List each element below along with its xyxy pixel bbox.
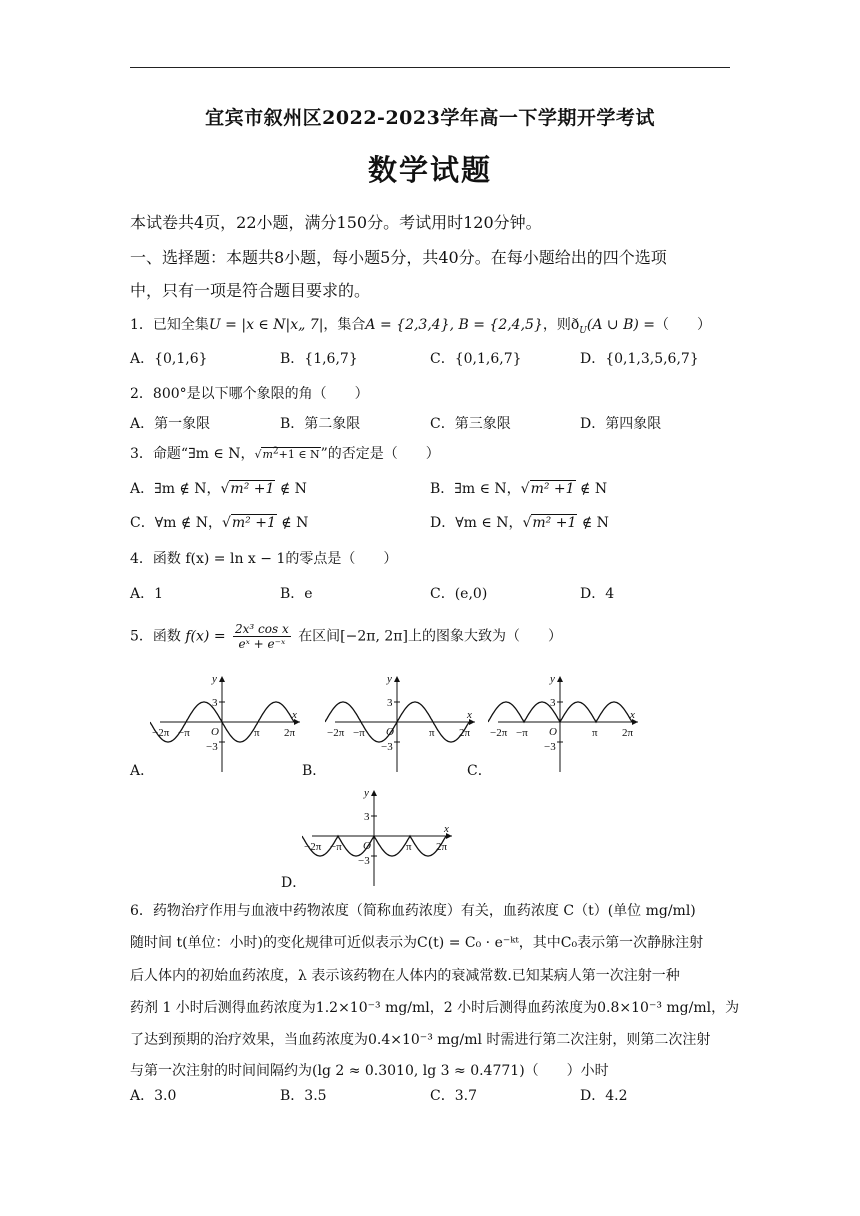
q6-option-d: D．4.2 <box>580 1088 628 1104</box>
label-neg2pi: −2π <box>490 727 508 739</box>
q1-stem: 1．已知全集U = |x ∈ N|x„ 7|，集合A = {2,3,4}, B = {2,4,5}，则$ð_U(A$ ∪ B) =（ ） <box>130 317 712 336</box>
q5-option-b: B． <box>302 763 327 779</box>
label-neg2pi: −2π <box>327 727 345 739</box>
q1-option-b: B．{1,6,7} <box>280 351 358 367</box>
q4-option-a: A．1 <box>130 586 164 602</box>
label-3: 3 <box>364 811 370 823</box>
x-label: x <box>630 709 635 721</box>
q5-graph-b <box>325 672 485 777</box>
y-label: y <box>212 673 217 685</box>
label-neg2pi: −2π <box>304 841 322 853</box>
y-label: y <box>364 787 369 799</box>
label-pi: π <box>429 727 435 739</box>
label-3: 3 <box>387 697 393 709</box>
q2-stem: 2．800°是以下哪个象限的角（ ） <box>130 386 369 402</box>
q4-stem: 4．函数 f(x) = ln x − 1的零点是（ ） <box>130 551 398 567</box>
q5-option-c: C． <box>467 763 492 779</box>
y-axis-arrow <box>557 676 563 682</box>
label-pi: π <box>592 727 598 739</box>
label-pi: π <box>406 841 412 853</box>
q6-line2: 随时间 t(单位：小时)的变化规律可近似表示为C(t) = C₀ · e⁻ᵏᵗ，其中C₀表示第一次静脉注射 <box>130 935 704 951</box>
label-2pi: 2π <box>284 727 296 739</box>
q2-option-d: D．第四象限 <box>580 416 662 432</box>
q2-option-a: A．第一象限 <box>130 416 211 432</box>
q4-option-d: D．4 <box>580 586 615 602</box>
q6-line6: 与第一次注射的时间间隔约为(lg 2 ≈ 0.3010, lg 3 ≈ 0.4771)（ ）小时 <box>130 1063 609 1079</box>
q5-option-d: D． <box>281 875 307 891</box>
q5-graph-c <box>488 672 648 777</box>
origin-label: O <box>386 726 394 738</box>
q3-option-a: A．∃m ∉ N，√m² +1 ∉ N <box>130 481 307 497</box>
q5-graph-a <box>150 672 310 777</box>
y-axis-arrow <box>394 676 400 682</box>
y-label: y <box>550 673 555 685</box>
x-label: x <box>467 709 472 721</box>
section1-line1: 一、选择题：本题共8小题，每小题5分，共40分。在每小题给出的四个选项 <box>130 248 667 267</box>
q1-option-d: D．{0,1,3,5,6,7} <box>580 351 699 367</box>
graph-d-svg <box>302 786 462 891</box>
exam-title: 宜宾市叙州区2022-2023学年高一下学期开学考试 <box>205 107 655 129</box>
q1-option-a: A．{0,1,6} <box>130 351 208 367</box>
label-2pi: 2π <box>436 841 448 853</box>
label-pi: π <box>254 727 260 739</box>
q6-line5: 了达到预期的治疗效果，当血药浓度为0.4×10⁻³ mg/ml 时需进行第二次注射，则第二次注射 <box>130 1032 711 1048</box>
label-2pi: 2π <box>622 727 634 739</box>
label-negpi: −π <box>516 727 528 739</box>
label-neg3: −3 <box>358 855 370 867</box>
label-neg3: −3 <box>544 741 556 753</box>
label-negpi: −π <box>178 727 190 739</box>
label-negpi: −π <box>353 727 365 739</box>
graph-c-svg <box>488 672 648 777</box>
q5-graph-d <box>302 786 462 891</box>
y-label: y <box>387 673 392 685</box>
graph-b-svg <box>325 672 485 777</box>
label-3: 3 <box>212 697 218 709</box>
top-rule <box>130 67 730 68</box>
origin-label: O <box>363 840 371 852</box>
q2-option-b: B．第二象限 <box>280 416 361 432</box>
origin-label: O <box>211 726 219 738</box>
graph-a-svg <box>150 672 310 777</box>
label-negpi: −π <box>330 841 342 853</box>
q3-option-c: C．∀m ∉ N，√m² +1 ∉ N <box>130 515 309 531</box>
q5-option-a: A． <box>130 763 155 779</box>
q6-option-a: A．3.0 <box>130 1088 177 1104</box>
q5-stem: 5．函数 f(x) = $\frac{\text{2x³ cos x}}{\text{eˣ + e⁻ˣ}}$ 在区间[−2π, 2π]上的图象大致为（ ） <box>130 622 562 651</box>
label-neg3: −3 <box>206 741 218 753</box>
label-2pi: 2π <box>459 727 471 739</box>
label-3: 3 <box>550 697 556 709</box>
q3-option-b: B．∃m ∈ N，√m² +1 ∉ N <box>430 481 608 497</box>
label-neg2pi: −2π <box>152 727 170 739</box>
exam-intro: 本试卷共4页，22小题，满分150分。考试用时120分钟。 <box>130 213 542 232</box>
y-axis-arrow <box>371 790 377 796</box>
y-axis-arrow <box>219 676 225 682</box>
origin-label: O <box>549 726 557 738</box>
q1-option-c: C．{0,1,6,7} <box>430 351 522 367</box>
q2-option-c: C．第三象限 <box>430 416 511 432</box>
q5-fraction: $\frac{\text{2x³ cos x}}{\text{eˣ + e⁻ˣ}}$ <box>235 622 289 651</box>
x-label: x <box>292 709 297 721</box>
q6-line3: 后人体内的初始血药浓度，λ 表示该药物在人体内的衰减常数.已知某病人第一次注射一种 <box>130 968 680 984</box>
section1-line2: 中，只有一项是符合题目要求的。 <box>130 281 371 300</box>
x-label: x <box>444 823 449 835</box>
q4-option-c: C．(e,0) <box>430 586 488 602</box>
q6-option-c: C．3.7 <box>430 1088 477 1104</box>
q4-option-b: B．e <box>280 586 313 602</box>
q6-line1: 6．药物治疗作用与血液中药物浓度（简称血药浓度）有关，血药浓度 C（t）(单位 mg/ml) <box>130 903 696 919</box>
q6-line4: 药剂 1 小时后测得血药浓度为1.2×10⁻³ mg/ml，2 小时后测得血药浓度为0.8×10⁻³ mg/ml，为 <box>130 1000 740 1016</box>
q6-option-b: B．3.5 <box>280 1088 327 1104</box>
q3-stem: 3．命题“∃m ∈ N，$√m^2+1$ ∈ N”的否定是（ ） <box>130 446 440 462</box>
label-neg3: −3 <box>381 741 393 753</box>
q3-option-d: D．∀m ∈ N，√m² +1 ∉ N <box>430 515 609 531</box>
exam-subtitle: 数学试题 <box>367 153 492 187</box>
